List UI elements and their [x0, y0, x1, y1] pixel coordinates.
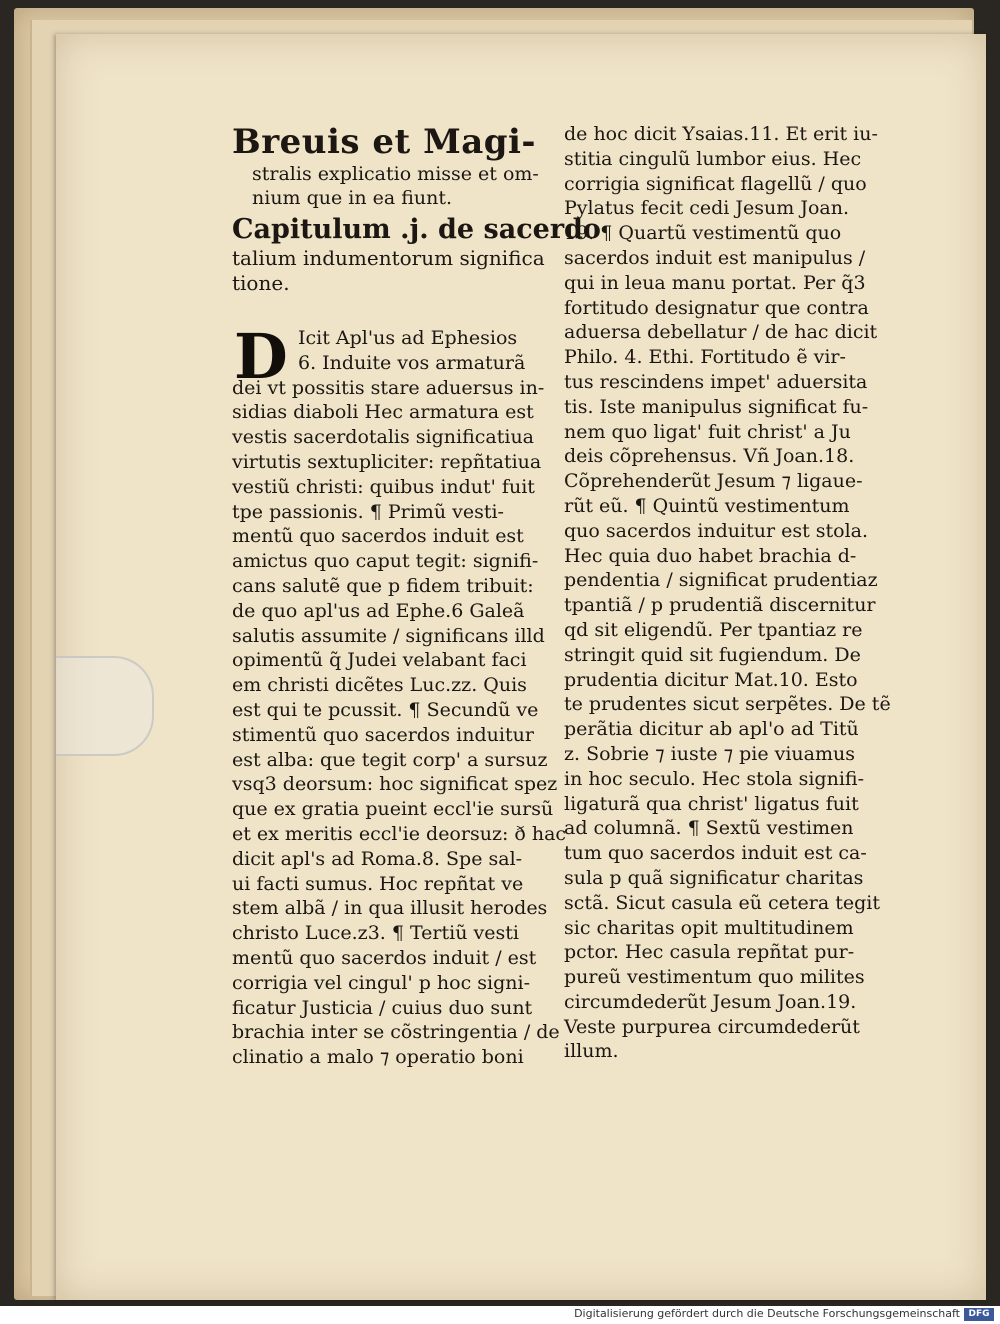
text-line: brachia inter se cõstringentia / de	[232, 1021, 560, 1044]
text-line: stitia cingulũ lumbor eius. Hec	[564, 147, 862, 170]
text-line: sic charitas opit multitudinem	[564, 916, 854, 939]
text-line: tpe passionis. ¶ Primũ vesti-	[232, 500, 504, 523]
text-line: dei vt possitis stare aduersus in-	[232, 376, 545, 399]
footer-bar	[0, 1306, 1000, 1324]
text-line: vestis sacerdotalis significatiua	[232, 426, 535, 449]
text-line: stimentũ quo sacerdos induitur	[232, 723, 534, 746]
text-line: aduersa debellatur / de hac dicit	[564, 321, 878, 344]
chapter-heading-line-3: tione.	[232, 271, 290, 295]
text-line: z. Sobrie ⁊ iuste ⁊ pie viuamus	[564, 742, 856, 765]
text-line: stem albã / in qua illusit herodes	[232, 897, 548, 920]
text-line: Cõprehenderũt Jesum ⁊ ligaue-	[564, 470, 863, 493]
text-line: in hoc seculo. Hec stola signifi-	[564, 767, 865, 790]
text-line: dicit apl's ad Roma.8. Spe sal-	[232, 847, 523, 870]
text-line: corrigia vel cingul' p hoc signi-	[232, 971, 530, 994]
text-line: fortitudo designatur que contra	[564, 296, 869, 319]
text-line: est qui te pcussit. ¶ Secundũ ve	[232, 698, 539, 721]
text-line: vestiũ christi: quibus indut' fuit	[232, 475, 535, 498]
text-line: tum quo sacerdos induit est ca-	[564, 842, 867, 865]
text-line: opimentũ q̃ Judei velabant faci	[232, 649, 527, 672]
text-line: circumdederũt Jesum Joan.19.	[564, 990, 857, 1013]
text-line: te prudentes sicut serpẽtes. De tẽ	[564, 693, 891, 716]
text-line: illum.	[564, 1040, 619, 1063]
text-line: stringit quid sit fugiendum. De	[564, 643, 861, 666]
text-line: sula p quã significatur charitas	[564, 866, 864, 889]
footer-credit: Digitalisierung gefördert durch die Deutsche Forschungsgemeinschaft	[574, 1307, 960, 1320]
text-line: pureũ vestimentum quo milites	[564, 966, 865, 989]
text-line: ficatur Justicia / cuius duo sunt	[232, 996, 533, 1019]
text-line: Pylatus fecit cedi Jesum Joan.	[564, 197, 849, 220]
title-line-2: stralis explicatio misse et om-	[252, 163, 539, 185]
text-line: Veste purpurea circumdederũt	[564, 1015, 860, 1038]
drop-cap-initial: D	[234, 320, 288, 393]
text-line: Philo. 4. Ethi. Fortitudo ẽ vir-	[564, 346, 846, 369]
text-line: ui facti sumus. Hoc repñtat ve	[232, 872, 524, 895]
text-line: Hec quia duo habet brachia d-	[564, 544, 857, 567]
text-line: cans salutẽ que p fidem tribuit:	[232, 574, 534, 597]
text-line: sacerdos induit est manipulus /	[564, 246, 866, 269]
text-line: virtutis sextupliciter: repñtatiua	[232, 450, 542, 473]
text-line: corrigia significat flagellũ / quo	[564, 172, 867, 195]
title-line-3: nium que in ea fiunt.	[252, 187, 453, 209]
text-line: 19. ¶ Quartũ vestimentũ quo	[564, 222, 842, 245]
text-line: sctã. Sicut casula eũ cetera tegit	[564, 891, 880, 914]
text-line: mentũ quo sacerdos induit / est	[232, 946, 537, 969]
text-line: quo sacerdos induitur est stola.	[564, 519, 869, 542]
text-line: rũt eũ. ¶ Quintũ vestimentum	[564, 494, 850, 517]
text-line: perãtia dicitur ab apl'o ad Titũ	[564, 718, 859, 741]
text-line: que ex gratia pueint eccl'ie sursũ	[232, 798, 554, 821]
text-line: tus rescindens impet' aduersita	[564, 370, 868, 393]
text-line: de hoc dicit Ysaias.11. Et erit iu-	[564, 123, 878, 145]
text-line: qui in leua manu portat. Per q̃3	[564, 271, 866, 294]
text-line: salutis assumite / significans illd	[232, 624, 545, 647]
dfg-logo: DFG	[964, 1308, 994, 1321]
text-line: ligaturã qua christ' ligatus fuit	[564, 792, 859, 815]
text-line: de quo apl'us ad Ephe.6 Galeã	[232, 599, 525, 622]
text-line: vsq3 deorsum: hoc significat spez	[232, 773, 558, 796]
text-line: et ex meritis eccl'ie deorsuz: ð hac	[232, 822, 567, 845]
book-title: Breuis et Magi-	[232, 122, 537, 162]
text-line: amictus quo caput tegit: signifi-	[232, 550, 539, 573]
text-line: tpantiã / p prudentiã discernitur	[564, 594, 876, 617]
text-line: christo Luce.z3. ¶ Tertiũ vesti	[232, 922, 519, 945]
text-line: est alba: que tegit corp' a sursuz	[232, 748, 548, 771]
text-line: 6. Induite vos armaturã	[298, 351, 526, 374]
text-line: Icit Apl'us ad Ephesios	[298, 327, 518, 349]
text-line: mentũ quo sacerdos induit est	[232, 525, 524, 548]
chapter-heading-line-2: talium indumentorum significa	[232, 246, 545, 270]
text-line: nem quo ligat' fuit christ' a Ju	[564, 420, 851, 443]
text-line: pctor. Hec casula repñtat pur-	[564, 941, 855, 964]
text-line: pendentia / significat prudentiaz	[564, 569, 878, 592]
text-line: qd sit eligendũ. Per tpantiaz re	[564, 618, 863, 641]
text-line: deis cõprehensus. Vñ Joan.18.	[564, 445, 855, 468]
text-line: ad columnã. ¶ Sextũ vestimen	[564, 817, 854, 840]
text-line: em christi dicẽtes Luc.zz. Quis	[232, 674, 527, 697]
left-body-text	[232, 320, 567, 1070]
chapter-heading: Capitulum .j. de sacerdo	[232, 214, 601, 245]
text-line: sidias diaboli Hec armatura est	[232, 401, 534, 424]
text-line: tis. Iste manipulus significat fu-	[564, 395, 869, 418]
right-column	[564, 122, 891, 1064]
text-line: clinatio a malo ⁊ operatio boni	[232, 1046, 524, 1069]
page-tab-marker	[56, 656, 154, 756]
text-line: prudentia dicitur Mat.10. Esto	[564, 668, 858, 691]
